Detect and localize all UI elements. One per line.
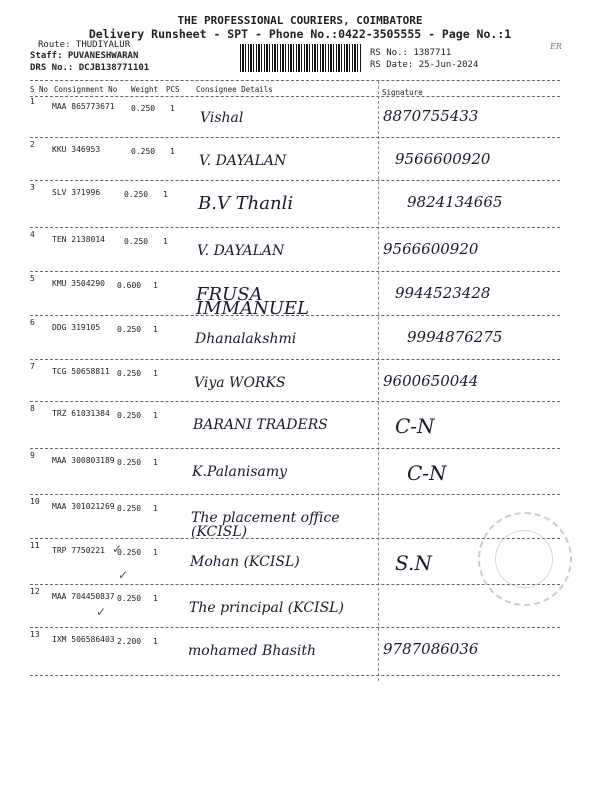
row-consignment: KKU 346953: [52, 145, 101, 154]
row-sno: 4: [30, 230, 35, 239]
row-pcs: 1: [153, 325, 158, 334]
row-sno: 7: [30, 362, 35, 371]
row-separator: [30, 538, 560, 539]
row-consignee: Dhanalakshmi: [195, 331, 297, 347]
row-signature: S.N: [395, 551, 432, 575]
row-weight: 0.250: [117, 548, 142, 557]
row-weight: 0.250: [117, 458, 142, 467]
row-pcs: 1: [170, 147, 175, 156]
row-signature: C-N: [407, 461, 447, 485]
row-consignee: B.V Thanli: [198, 193, 294, 214]
row-signature: 9600650044: [383, 372, 479, 390]
row-signature: 8870755433: [383, 107, 479, 125]
drs-number: DRS No.: DCJB138771101: [30, 63, 150, 73]
row-separator: [30, 271, 560, 272]
row-sno: 6: [30, 318, 35, 327]
row-separator: [30, 359, 560, 360]
barcode: [240, 44, 362, 72]
col-consignment: Consignment No: [54, 85, 118, 94]
row-signature: C-N: [395, 414, 435, 438]
row-consignee: The placement office (KCISL): [191, 510, 340, 540]
row-pcs: 1: [153, 411, 158, 420]
check-mark-icon: ✓: [118, 568, 129, 582]
row-consignee: FRUSA IMMANUEL: [196, 284, 309, 319]
row-weight: 0.250: [124, 237, 149, 246]
header-rule: [30, 96, 560, 97]
row-pcs: 1: [153, 594, 158, 603]
row-pcs: 1: [153, 369, 158, 378]
row-pcs: 1: [153, 548, 158, 557]
row-sno: 1: [30, 97, 35, 106]
row-consignment: DDG 319105: [52, 323, 101, 332]
row-consignment: MAA 300803189: [52, 456, 115, 465]
row-pcs: 1: [153, 458, 158, 467]
row-consignment: KMU 3504290: [52, 279, 105, 288]
row-consignee: V. DAYALAN: [197, 243, 285, 259]
row-sno: 13: [30, 630, 40, 639]
rs-number: RS No.: 1387711: [370, 48, 452, 58]
col-signature: Signature: [382, 88, 423, 97]
row-separator: [30, 137, 560, 138]
row-separator: [30, 675, 560, 676]
check-mark-icon: ✓: [96, 605, 107, 619]
row-separator: [30, 627, 560, 628]
col-sno: S No: [30, 85, 49, 94]
row-consignment: SLV 371996: [52, 188, 101, 197]
row-consignment: TEN 2138014: [52, 235, 105, 244]
row-consignee: V. DAYALAN: [199, 153, 287, 169]
col-weight: Weight: [131, 85, 159, 94]
row-separator: [30, 180, 560, 181]
row-signature: 9566600920: [395, 150, 491, 168]
row-consignment: TCG 50658811: [52, 367, 110, 376]
row-signature: 9566600920: [383, 240, 479, 258]
row-pcs: 1: [153, 637, 158, 646]
row-weight: 0.600: [117, 281, 142, 290]
row-consignee: The principal (KCISL): [189, 600, 344, 616]
row-weight: 2.200: [117, 637, 142, 646]
row-weight: 0.250: [117, 411, 142, 420]
row-pcs: 1: [163, 190, 168, 199]
row-consignment: TRP 7750221: [52, 546, 105, 555]
row-sno: 11: [30, 541, 40, 550]
row-consignee: K.Palanisamy: [192, 464, 288, 480]
table-top-rule: [30, 80, 560, 81]
row-pcs: 1: [153, 504, 158, 513]
row-consignment: MAA 704450837: [52, 592, 115, 601]
row-separator: [30, 227, 560, 228]
row-consignee: BARANI TRADERS: [193, 417, 328, 433]
row-separator: [30, 584, 560, 585]
row-sno: 12: [30, 587, 40, 596]
row-pcs: 1: [153, 281, 158, 290]
row-weight: 0.250: [117, 369, 142, 378]
row-consignee: Vishal: [200, 110, 244, 126]
row-consignee: Mohan (KCISL): [190, 554, 300, 570]
row-weight: 0.250: [117, 594, 142, 603]
row-sno: 10: [30, 497, 40, 506]
col-pcs: PCS: [166, 85, 180, 94]
row-sno: 5: [30, 274, 35, 283]
row-separator: [30, 401, 560, 402]
row-signature: 9824134665: [407, 193, 503, 211]
row-separator: [30, 448, 560, 449]
company-name: THE PROFESSIONAL COURIERS, COIMBATORE: [177, 14, 423, 27]
row-weight: 0.250: [117, 504, 142, 513]
row-separator: [30, 315, 560, 316]
row-sno: 9: [30, 451, 35, 460]
row-consignment: TRZ 61031384: [52, 409, 110, 418]
row-consignment: IXM 506586403: [52, 635, 115, 644]
row-pcs: 1: [170, 104, 175, 113]
signature-divider: [378, 81, 379, 681]
row-consignment: MAA 865773671: [52, 102, 115, 111]
row-sno: 3: [30, 183, 35, 192]
row-separator: [30, 494, 560, 495]
row-signature: 9994876275: [407, 328, 503, 346]
row-sno: 2: [30, 140, 35, 149]
row-weight: 0.250: [117, 325, 142, 334]
runsheet-title: Delivery Runsheet - SPT - Phone No.:0422-3505555 - Page No.:1: [88, 27, 512, 41]
row-signature: 9944523428: [395, 284, 491, 302]
row-consignee: mohamed Bhasith: [188, 643, 316, 659]
row-consignee: Viya WORKS: [194, 375, 286, 391]
corner-mark: ER: [550, 42, 562, 51]
route: Route: THUDIYALUR: [38, 40, 131, 50]
row-consignment: MAA 301021269: [52, 502, 115, 511]
col-consignee: Consignee Details: [196, 85, 273, 94]
row-weight: 0.250: [124, 190, 149, 199]
row-sno: 8: [30, 404, 35, 413]
staff: Staff: PUVANESHWARAN: [30, 51, 139, 61]
row-weight: 0.250: [131, 147, 156, 156]
row-weight: 0.250: [131, 104, 156, 113]
row-pcs: 1: [163, 237, 168, 246]
check-mark-icon: ✓: [112, 542, 123, 556]
row-signature: 9787086036: [383, 640, 479, 658]
company-stamp-inner: [495, 530, 553, 588]
rs-date: RS Date: 25-Jun-2024: [370, 60, 479, 70]
